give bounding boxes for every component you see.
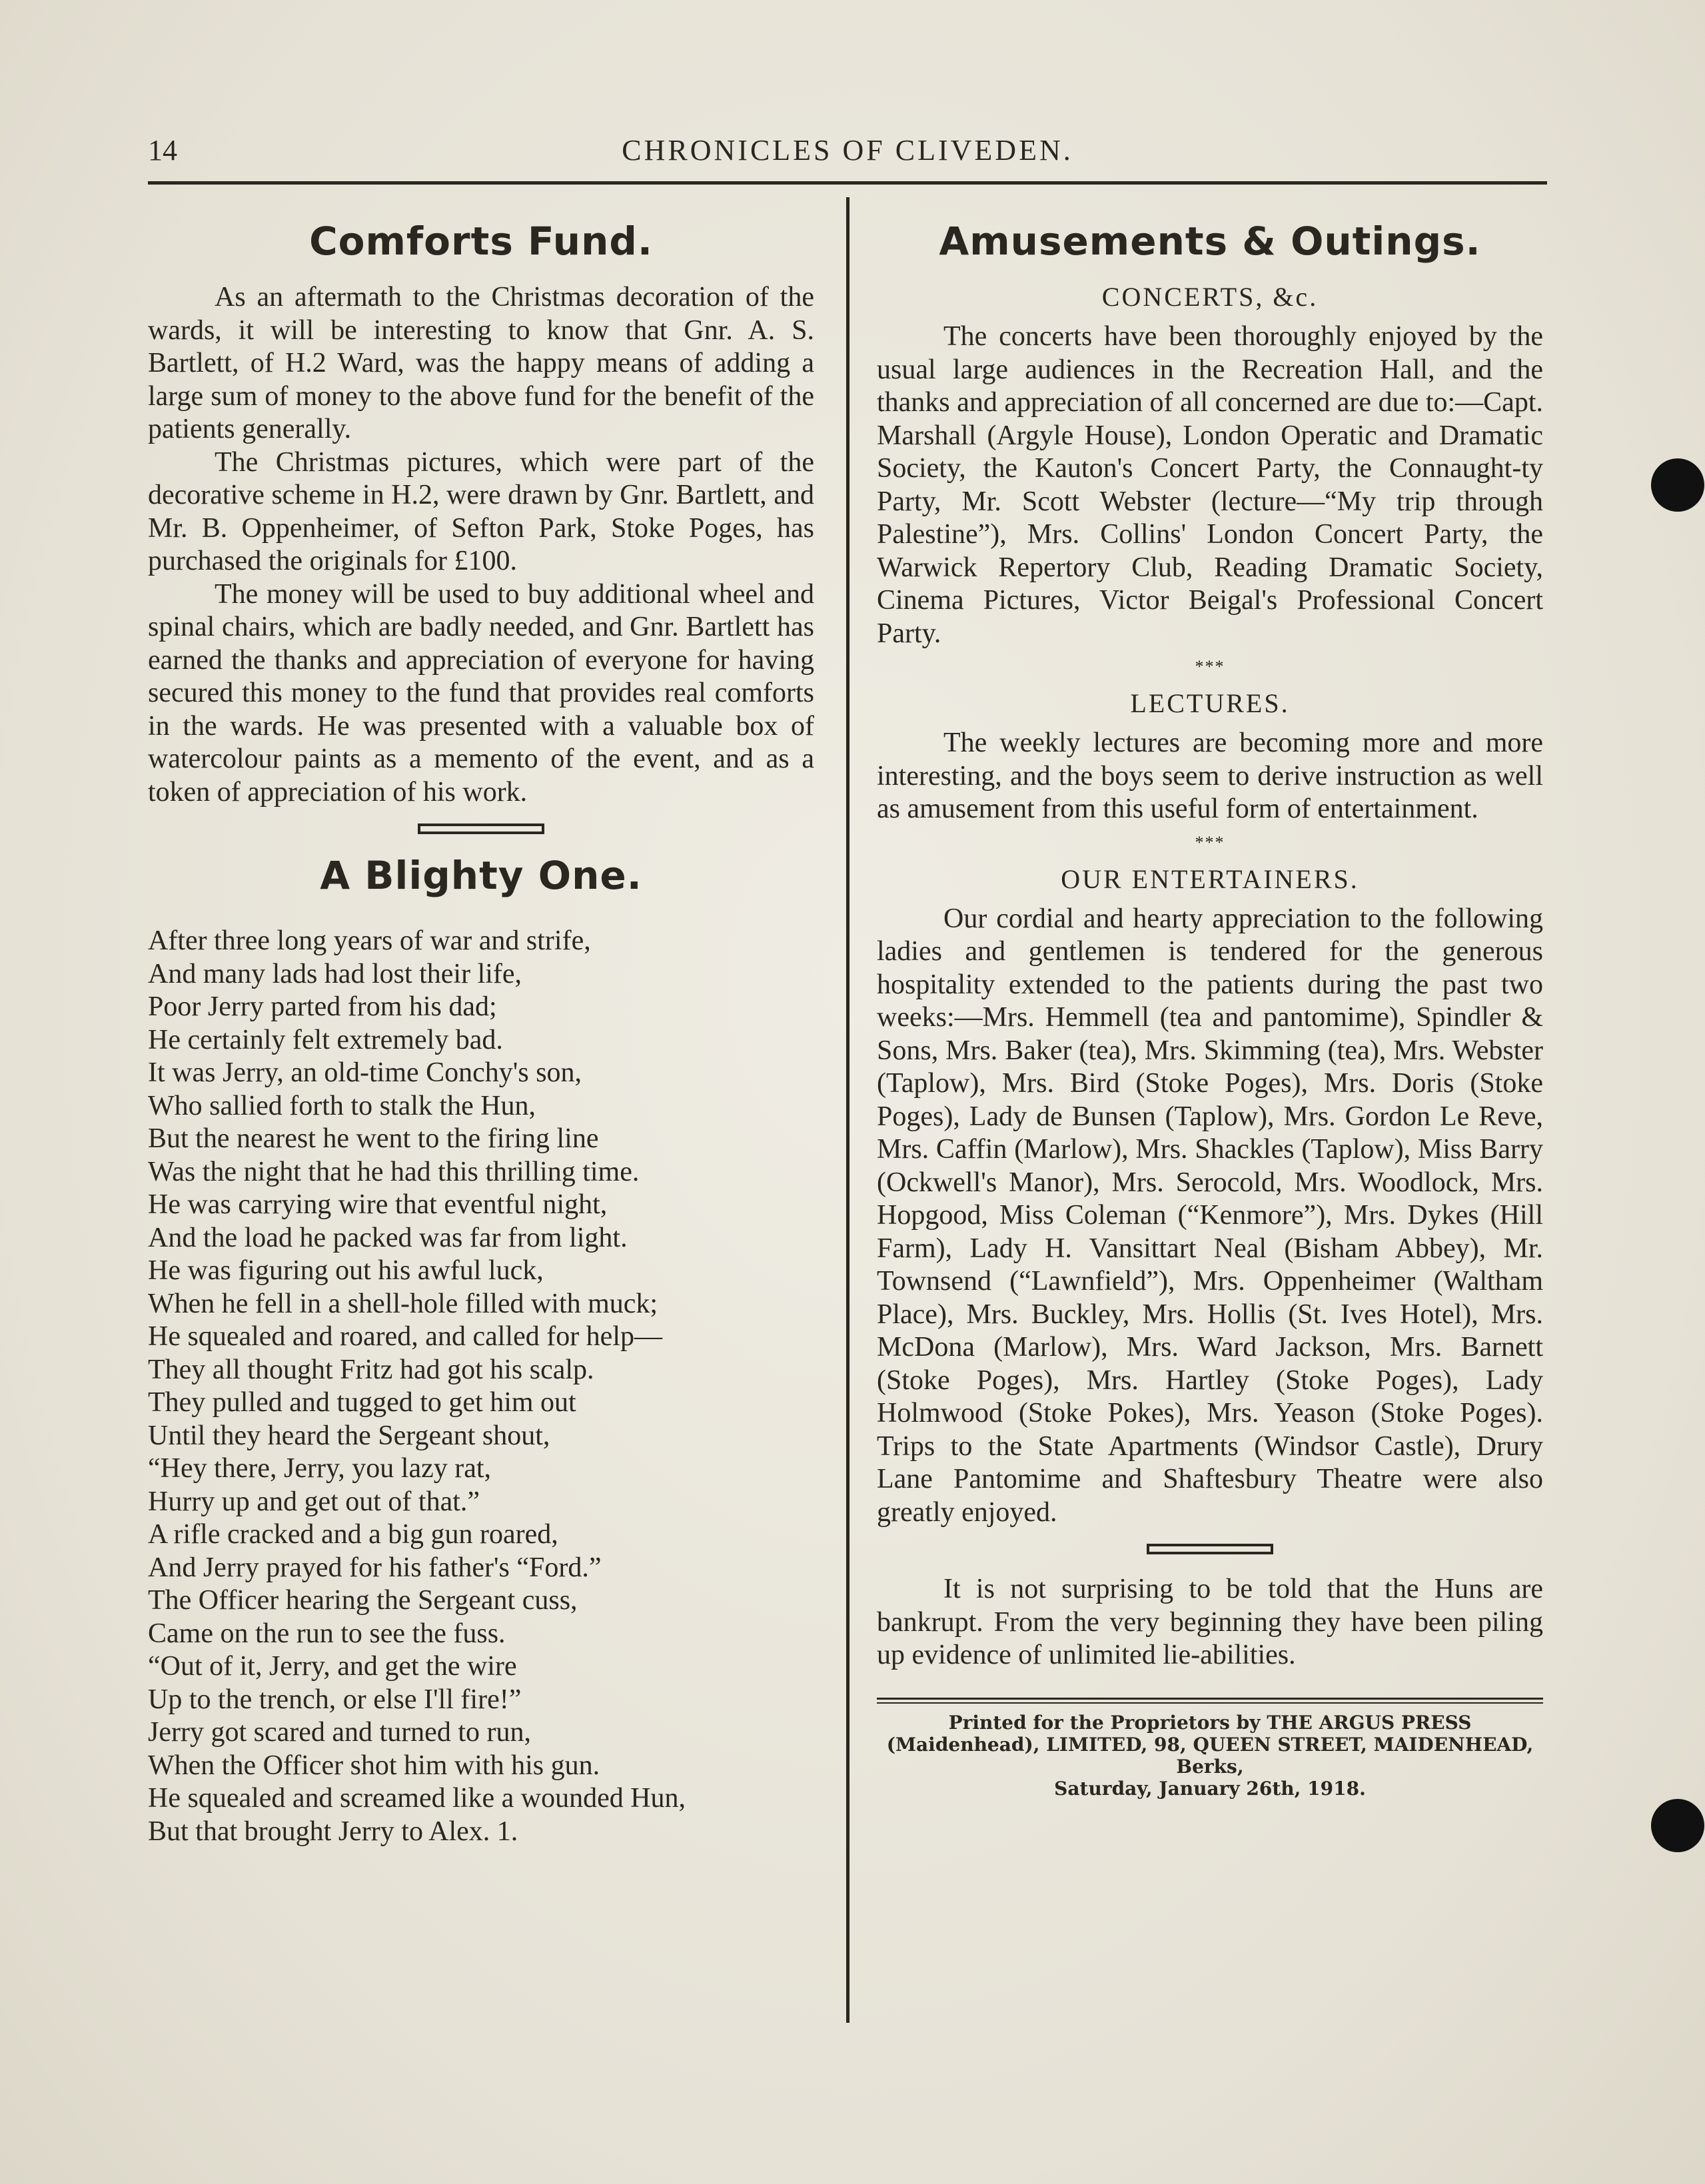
poem-line: And the load he packed was far from light. <box>148 1222 628 1253</box>
poem-line: “Out of it, Jerry, and get the wire <box>148 1651 517 1682</box>
poem-line: He squealed and screamed like a wounded Hun, <box>148 1783 686 1814</box>
column-divider <box>846 197 850 2023</box>
separator-stars: *** <box>1195 657 1225 676</box>
header-rule <box>148 181 1547 185</box>
section-ornament <box>1147 1544 1273 1554</box>
imprint-rule <box>877 1702 1543 1704</box>
blighty-one-poem <box>148 925 814 1848</box>
poem-line: A rifle cracked and a big gun roared, <box>148 1519 558 1550</box>
poem-line: But that brought Jerry to Alex. 1. <box>148 1816 518 1847</box>
poem-line: Until they heard the Sergeant shout, <box>148 1420 550 1451</box>
printer-imprint <box>877 1712 1543 1800</box>
comforts-paragraph-1: As an aftermath to the Christmas decoration of the wards, it will be interesting to know that Gnr. A. S. Bartlett, of H.2 Ward, was the happy means of adding a large sum of money to the above fund for the benefit of the patients generally. <box>148 282 814 444</box>
poem-line: It was Jerry, an old-time Conchy's son, <box>148 1057 582 1088</box>
right-column <box>877 200 1543 1800</box>
amusements-heading: Amusements & Outings. <box>939 219 1481 264</box>
page-header <box>148 133 1547 173</box>
concerts-subhead: CONCERTS, &c. <box>1101 282 1319 312</box>
poem-line: And Jerry prayed for his father's “Ford.” <box>148 1552 602 1583</box>
poem-line: Up to the trench, or else I'll fire!” <box>148 1684 522 1715</box>
poem-line: The Officer hearing the Sergeant cuss, <box>148 1585 578 1616</box>
concerts-paragraph: The concerts have been thoroughly enjoyed by the usual large audiences in the Recreation Hall, and the thanks and appreciation of all concerned are due to:—Capt. Marshall (Argyle House), London Operatic and Dramatic Society, the Kauton's Concert Party, the Connaught-ty Party, Mr. Scott Webster (lecture—“My trip through Palestine”), Mrs. Collins' London Concert Party, the Warwick Repertory Club, Reading Dramatic Society, Cinema Pictures, Victor Beigal's Professional Concert Party. <box>877 321 1543 649</box>
entertainers-paragraph: Our cordial and hearty appreciation to the following ladies and gentlemen is tendered for the generous hospitality extended to the patients during the past two weeks:—Mrs. Hemmell (tea and pantomime), Spindler & Sons, Mrs. Baker (tea), Mrs. Skimming (tea), Mrs. Webster (Taplow), Mrs. Bird (Stoke Poges), Mrs. Doris (Stoke Poges), Lady de Bunsen (Taplow), Mrs. Gordon Le Reve, Mrs. Caffin (Marlow), Mrs. Shackles (Taplow), Miss Barry (Ockwell's Manor), Mrs. Serocold, Mrs. Woodlock, Mrs. Hopgood, Miss Coleman (“Kenmore”), Mrs. Dykes (Hill Farm), Lady H. Vansittart Neal (Bisham Abbey), Mr. Townsend (“Lawnfield”), Mrs. Oppenheimer (Waltham Place), Mrs. Buckley, Mrs. Hollis (St. Ives Hotel), Mrs. McDona (Marlow), Mrs. Ward Jackson, Mrs. Barnett (Stoke Poges), Mrs. Hartley (Stoke Poges), Lady Holmwood (Stoke Pokes), Mrs. Yeason (Stoke Poges). Trips to the State Apartments (Windsor Castle), Drury Lane Pantomime and Shaftesbury Theatre were also greatly enjoyed. <box>877 903 1543 1528</box>
poem-line: When he fell in a shell-hole filled with muck; <box>148 1288 658 1319</box>
poem-line: And many lads had lost their life, <box>148 958 522 989</box>
lectures-paragraph: The weekly lectures are becoming more and more interesting, and the boys seem to derive instruction as well as amusement from this useful form of entertainment. <box>877 728 1543 824</box>
poem-line: Who sallied forth to stalk the Hun, <box>148 1090 536 1121</box>
comforts-fund-heading: Comforts Fund. <box>309 219 653 264</box>
poem-line: When the Officer shot him with his gun. <box>148 1750 600 1781</box>
binding-hole <box>1651 458 1704 512</box>
section-ornament <box>418 823 544 834</box>
imprint-line-2: Saturday, January 26th, 1918. <box>1054 1777 1366 1800</box>
poem-line: He squealed and roared, and called for help— <box>148 1321 662 1352</box>
poem-line: They pulled and tugged to get him out <box>148 1387 576 1418</box>
lectures-subhead: LECTURES. <box>1130 688 1290 718</box>
imprint-line-1: Printed for the Proprietors by THE ARGUS PRESS (Maidenhead), LIMITED, 98, QUEEN STREET, MAIDENHEAD, Berks, <box>886 1711 1534 1778</box>
poem-line: Was the night that he had this thrilling time. <box>148 1156 640 1187</box>
binding-hole <box>1651 1799 1704 1852</box>
poem-line: He certainly felt extremely bad. <box>148 1024 503 1055</box>
running-title: CHRONICLES OF CLIVEDEN. <box>622 134 1073 167</box>
poem-line: He was figuring out his awful luck, <box>148 1255 544 1286</box>
poem-line: Poor Jerry parted from his dad; <box>148 991 497 1022</box>
comforts-paragraph-3: The money will be used to buy additional wheel and spinal chairs, which are badly needed, and Gnr. Bartlett has earned the thanks and appreciation of everyone for having secured this money to the fund that provides real comforts in the wards. He was presented with a valuable box of watercolour paints as a memento of the event, and as a token of appreciation of his work. <box>148 578 814 808</box>
comforts-paragraph-2: The Christmas pictures, which were part of the decorative scheme in H.2, were drawn by Gnr. Bartlett, and Mr. B. Oppenheimer, of Sefton Park, Stoke Poges, has purchased the originals for £100. <box>148 446 814 576</box>
poem-line: Jerry got scared and turned to run, <box>148 1717 531 1748</box>
poem-line: But the nearest he went to the firing line <box>148 1123 599 1154</box>
left-column <box>148 200 814 1848</box>
separator-stars: *** <box>1195 832 1225 852</box>
poem-line: Came on the run to see the fuss. <box>148 1618 506 1649</box>
poem-line: After three long years of war and strife, <box>148 925 591 956</box>
poem-line: Hurry up and get out of that.” <box>148 1486 480 1517</box>
poem-line: He was carrying wire that eventful night, <box>148 1189 608 1220</box>
entertainers-subhead: OUR ENTERTAINERS. <box>1061 863 1359 894</box>
poem-line: They all thought Fritz had got his scalp. <box>148 1354 594 1385</box>
huns-note: It is not surprising to be told that the Huns are bankrupt. From the very beginning they have been piling up evidence of unlimited lie-abilities. <box>877 1574 1543 1670</box>
page-number: 14 <box>148 134 177 167</box>
imprint-rule <box>877 1698 1543 1700</box>
poem-line: “Hey there, Jerry, you lazy rat, <box>148 1453 492 1484</box>
blighty-one-heading: A Blighty One. <box>320 853 642 898</box>
